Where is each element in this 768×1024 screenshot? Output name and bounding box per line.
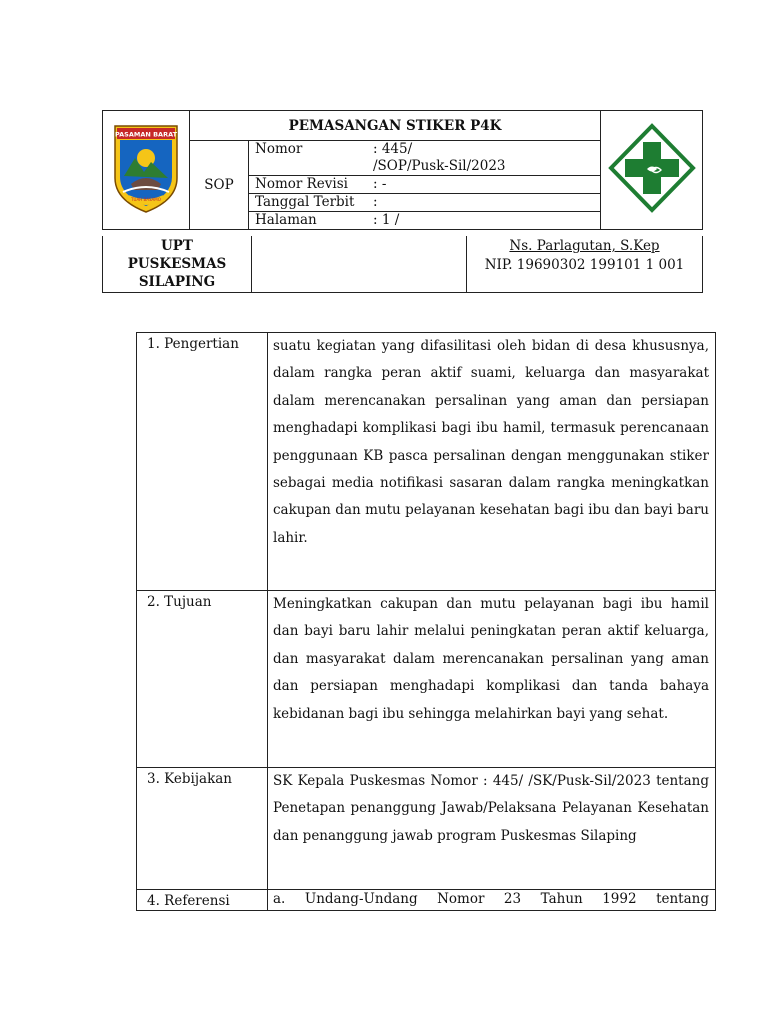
signature-block	[467, 236, 703, 293]
section-content: SK Kepala Puskesmas Nomor : 445/ /SK/Pusk-Sil/2023 tentang Penetapan penanggung Jawab/Pelaksana Pelayanan Kesehatan dan penanggung jawab program Puskesmas Silaping	[268, 768, 716, 890]
nomor-value-line1: : 445/	[373, 141, 413, 157]
org-line-3: SILAPING	[138, 274, 216, 290]
logo-top-text: PASAMAN BARAT	[114, 130, 178, 139]
info-row-halaman	[249, 211, 600, 229]
field-value: : 1 /	[373, 212, 400, 228]
section-label: 3. Kebijakan	[137, 768, 268, 890]
document-title: PEMASANGAN STIKER P4K	[190, 111, 601, 141]
section-content: Meningkatkan cakupan dan mutu pelayanan bagi ibu hamil dan bayi baru lahir melalui peningkatan peran aktif keluarga, dan masyarakat dalam merencanakan persalinan yang aman dan persiapan menghadapi komplikasi dan tanda bahaya kebidanan bagi ibu sehingga melahirkan bayi yang sehat.	[268, 591, 716, 768]
info-row-revisi	[249, 175, 600, 193]
field-value	[373, 141, 594, 175]
section-row	[137, 890, 716, 911]
section-label: 4. Referensi	[137, 890, 268, 911]
sop-signature-table	[102, 236, 703, 293]
sop-content-table	[136, 332, 716, 911]
signer-nip: NIP. 19690302 199101 1 001	[484, 257, 685, 273]
field-label: Tanggal Terbit	[255, 194, 355, 210]
logo-bottom-text: TUAH BASAMO	[131, 197, 161, 202]
document-info	[249, 141, 601, 230]
org-line-2: PUSKESMAS	[127, 256, 227, 272]
pasaman-barat-logo-cell	[103, 111, 190, 230]
field-value: : -	[373, 176, 387, 192]
empty-cell	[252, 236, 467, 293]
info-row-nomor	[249, 141, 600, 175]
section-row	[137, 768, 716, 890]
doc-type-label: SOP	[190, 141, 249, 230]
puskesmas-logo-icon	[607, 122, 697, 214]
signer-name: Ns. Parlagutan, S.Kep	[509, 238, 660, 254]
organization-name	[103, 236, 252, 293]
field-label: Nomor Revisi	[255, 176, 348, 192]
field-label: Nomor	[255, 141, 303, 157]
pasaman-barat-logo-icon	[111, 120, 181, 216]
sop-header-table	[102, 110, 703, 230]
section-label: 1. Pengertian	[137, 333, 268, 591]
field-label: Halaman	[255, 212, 317, 228]
section-content: a. Undang-Undang Nomor 23 Tahun 1992 tentang	[268, 890, 716, 911]
nomor-value-line2: /SOP/Pusk-Sil/2023	[373, 158, 506, 174]
org-line-1: UPT	[161, 238, 193, 254]
section-content: suatu kegiatan yang difasilitasi oleh bidan di desa khususnya, dalam rangka peran aktif suami, keluarga dan masyarakat dalam merencanakan persalinan yang aman dan persiapan menghadapi komplikasi bagi ibu hamil, termasuk perencanaan penggunaan KB pasca persalinan dengan menggunakan stiker sebagai media notifikasi sasaran dalam rangka meningkatkan cakupan dan mutu pelayanan kesehatan bagi ibu dan bayi baru lahir.	[268, 333, 716, 591]
section-row	[137, 591, 716, 768]
puskesmas-logo-cell	[601, 111, 703, 230]
field-value: :	[373, 194, 378, 210]
info-row-tanggal	[249, 193, 600, 211]
section-row	[137, 333, 716, 591]
section-label: 2. Tujuan	[137, 591, 268, 768]
